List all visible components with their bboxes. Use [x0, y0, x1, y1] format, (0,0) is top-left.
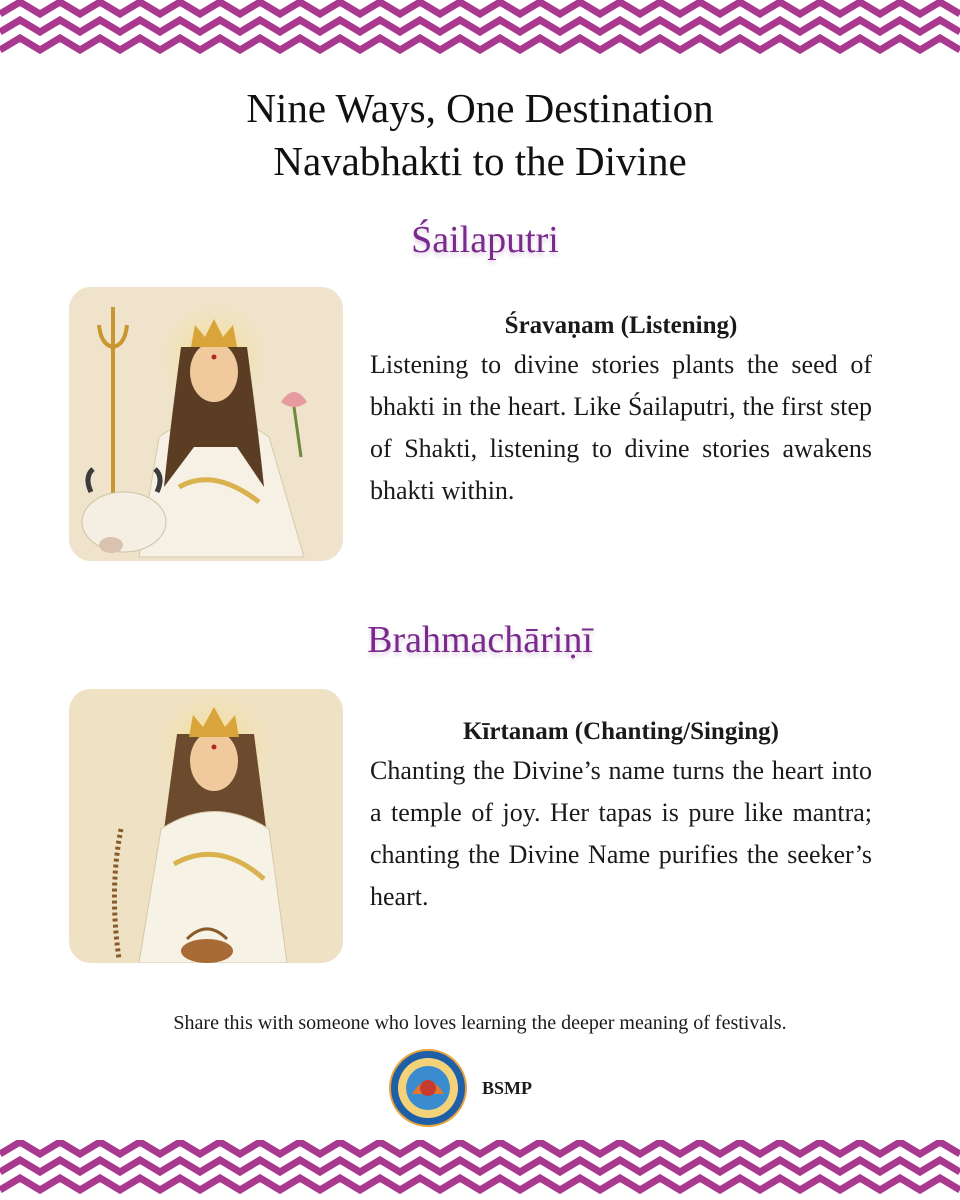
kirtanam-text: Chanting the Divine’s name turns the heart into a temple of joy. Her tapas is pure like mantra; chanting the Divine Name purifies the seeker’s heart.	[370, 756, 872, 911]
title-line-2: Navabhakti to the Divine	[273, 138, 687, 184]
goddess-illustration-icon	[69, 689, 343, 963]
bsmp-logo-icon	[388, 1048, 468, 1128]
kirtanam-heading: Kīrtanam (Chanting/Singing)	[462, 718, 780, 745]
share-message: Share this with someone who loves learning the deeper meaning of festivals.	[173, 1012, 787, 1034]
shravanam-heading: Śravaṇam (Listening)	[504, 312, 738, 339]
shailaputri-image	[69, 287, 343, 561]
brahmacharini-description	[370, 718, 872, 918]
brahmacharini-image	[69, 689, 343, 963]
goddess-illustration-icon	[69, 287, 343, 561]
top-zigzag-border	[0, 0, 960, 60]
page-title	[0, 82, 960, 188]
bottom-zigzag-border	[0, 1140, 960, 1200]
brand-name: BSMP	[482, 1077, 533, 1098]
section-title-shailaputri: Śailaputri	[411, 219, 559, 261]
brand-row	[388, 1048, 532, 1128]
shailaputri-description	[370, 312, 872, 512]
shravanam-text: Listening to divine stories plants the seed of bhakti in the heart. Like Śailaputri, the first step of Shakti, listening to divine stories awakens bhakti within.	[370, 350, 872, 505]
section-title-brahmacharini: Brahmachāriṇī	[367, 619, 593, 661]
title-line-1: Nine Ways, One Destination	[246, 85, 714, 131]
